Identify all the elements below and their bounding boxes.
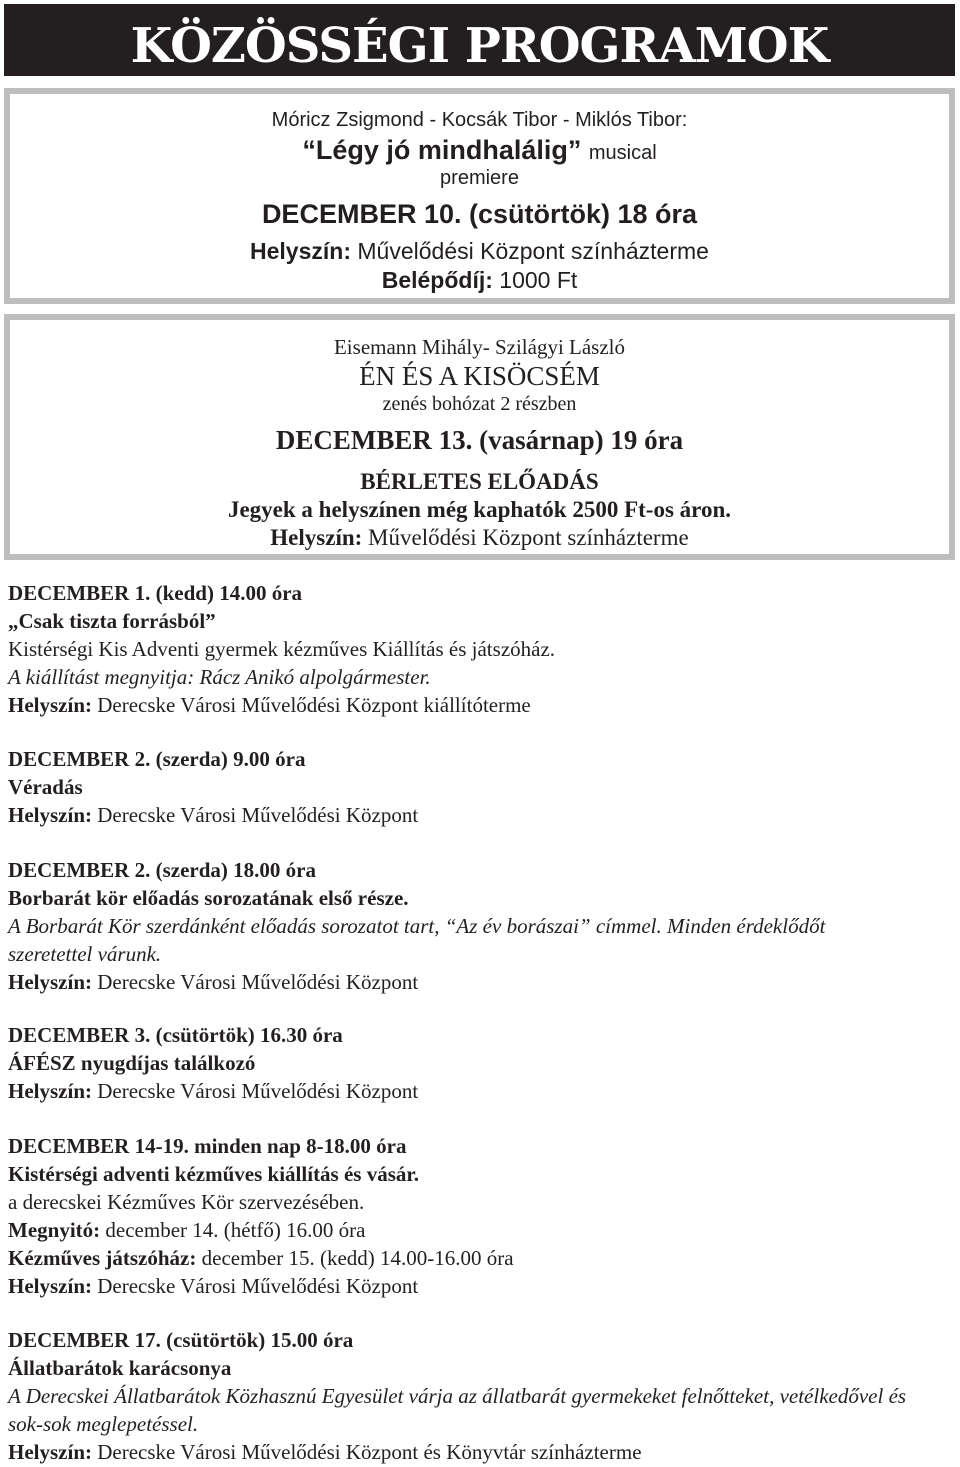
event-date: DECEMBER 2. (szerda) 18.00 óra [8,858,316,882]
event-description: a derecskei Kézműves Kör szervezésében. [8,1190,365,1214]
event-playhouse [8,1244,953,1272]
event-item [8,579,953,719]
venue-value: Derecske Városi Művelődési Központ kiállítóterme [97,693,531,717]
event-date: DECEMBER 3. (csütörtök) 16.30 óra [8,1023,343,1047]
event-genre: zenés bohózat 2 részben [382,393,577,415]
venue-value: Derecske Városi Művelődési Központ [97,970,419,994]
event-date: DECEMBER 13. (vasárnap) 19 óra [275,425,684,455]
venue-label: Helyszín: [250,238,351,264]
event-authors: Móricz Zsigmond - Kocsák Tibor - Miklós Tibor: [271,109,688,131]
venue-label: Helyszín: [8,693,92,717]
event-item [8,856,953,996]
event-note: A Borbarát Kör szerdánként előadás sorozatot tart, “Az év borászai” címmel. Minden érdeklődőt szeretettel várunk. [8,914,826,966]
event-date: DECEMBER 2. (szerda) 9.00 óra [8,747,306,771]
event-date: DECEMBER 10. (csütörtök) 18 óra [261,199,698,229]
event-venue [8,1438,953,1466]
event-title: Kistérségi adventi kézműves kiállítás és vásár. [8,1162,420,1186]
venue-value: Művelődési Központ színházterme [357,238,709,264]
venue-value: Derecske Városi Művelődési Központ és Könyvtár színházterme [97,1440,642,1464]
venue-value: Derecske Városi Művelődési Központ [97,1274,419,1298]
featured-event-musical [4,88,955,304]
event-venue [8,968,953,996]
event-title: ÁFÉSZ nyugdíjas találkozó [8,1051,256,1075]
event-venue [8,801,953,829]
venue-label: Helyszín: [270,525,363,550]
event-venue [8,691,953,719]
venue-value: Művelődési Központ színházterme [368,525,689,550]
venue-label: Helyszín: [8,1274,92,1298]
event-venue [10,237,949,265]
event-title: Véradás [8,775,83,799]
event-note: A kiállítást megnyitja: Rácz Anikó alpolgármester. [8,665,431,689]
event-venue [8,1077,953,1105]
opening-label: Megnyitó: [8,1218,101,1242]
event-date: DECEMBER 1. (kedd) 14.00 óra [8,581,303,605]
event-premiere: premiere [440,167,519,189]
event-title: Borbarát kör előadás sorozatának első része. [8,886,409,910]
venue-value: Derecske Városi Művelődési Központ [97,803,419,827]
venue-label: Helyszín: [8,803,92,827]
playhouse-value: december 15. (kedd) 14.00-16.00 óra [201,1246,514,1270]
event-title: ÉN ÉS A KISÖCSÉM [359,361,600,391]
playhouse-label: Kézműves játszóház: [8,1246,197,1270]
event-opening [8,1216,953,1244]
venue-label: Helyszín: [8,1440,92,1464]
event-genre: musical [588,142,657,164]
event-tickets: Jegyek a helyszínen még kaphatók 2500 Ft-os áron. [227,497,732,522]
event-title: „Csak tiszta forrásból” [8,609,216,633]
event-venue [8,1272,953,1300]
event-description: Kistérségi Kis Adventi gyermek kézműves Kiállítás és játszóház. [8,637,556,661]
venue-label: Helyszín: [8,970,92,994]
event-date: DECEMBER 14-19. minden nap 8-18.00 óra [8,1134,407,1158]
page-title: KÖZÖSSÉGI PROGRAMOK [130,18,829,74]
venue-label: Helyszín: [8,1079,92,1103]
event-venue [10,524,949,552]
event-date: DECEMBER 17. (csütörtök) 15.00 óra [8,1328,354,1352]
event-item [8,745,953,829]
event-title-line [10,134,949,169]
event-item [8,1132,953,1300]
venue-value: Derecske Városi Művelődési Központ [97,1079,419,1103]
featured-event-farce [4,314,955,560]
event-authors: Eisemann Mihály- Szilágyi László [333,335,626,359]
event-title: “Légy jó mindhalálig” [302,135,582,165]
event-item [8,1326,953,1466]
event-title: Állatbarátok karácsonya [8,1356,232,1380]
event-item [8,1021,953,1105]
price-label: Belépődíj: [381,267,493,293]
event-subscription: BÉRLETES ELŐADÁS [360,469,599,494]
event-price [10,266,949,294]
header-banner [4,4,955,76]
price-value: 1000 Ft [499,267,578,293]
event-note: A Derecskei Állatbarátok Közhasznú Egyesület várja az állatbarát gyermekeket felnőtteket, vetélkedővel és sok-sok meglepetéssel. [8,1384,907,1436]
opening-value: december 14. (hétfő) 16.00 óra [105,1218,366,1242]
